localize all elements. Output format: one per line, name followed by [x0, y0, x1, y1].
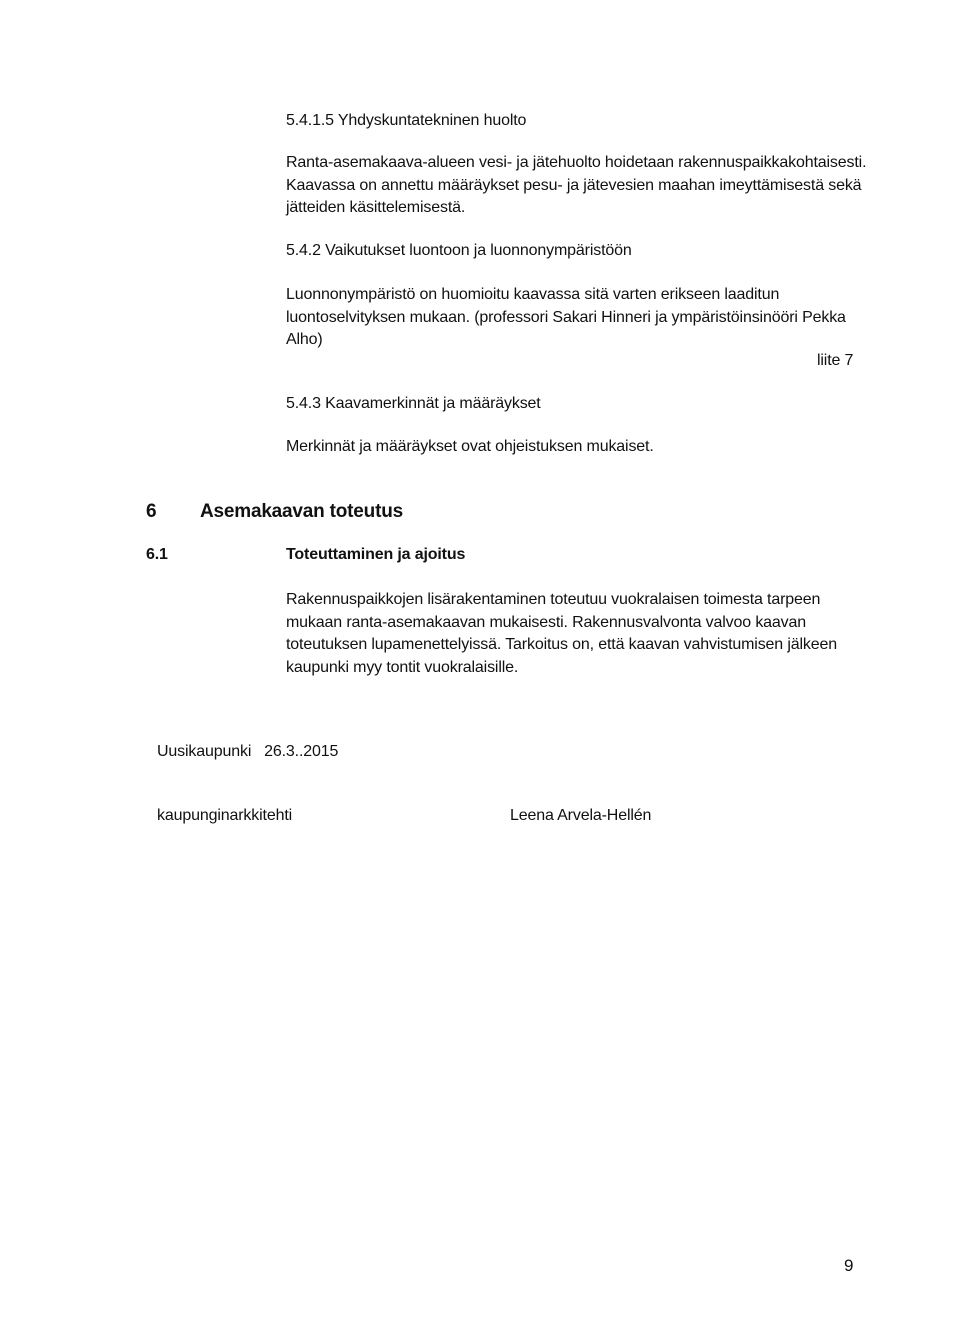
section-heading-5-4-1-5: 5.4.1.5 Yhdyskuntatekninen huolto — [286, 112, 527, 129]
signature-place-date: Uusikaupunki 26.3..2015 — [157, 743, 339, 760]
page-number: 9 — [844, 1256, 854, 1275]
paragraph-yhdyskuntatekninen-huolto — [286, 152, 867, 220]
paragraph-line: luontoselvityksen mukaan. (professori Sakari Hinneri ja ympäristöinsinööri Pekka — [286, 308, 846, 326]
paragraph-line: Alho) — [286, 331, 323, 348]
paragraph-line: Kaavassa on annettu määräykset pesu- ja jätevesien maahan imeyttämisestä sekä — [286, 176, 862, 194]
paragraph-line: Luonnonympäristö on huomioitu kaavassa sitä varten erikseen laaditun — [286, 286, 780, 303]
paragraph-luonnonymparisto — [286, 284, 846, 352]
section-title-6-1: Toteuttaminen ja ajoitus — [286, 546, 466, 563]
chapter-title: Asemakaavan toteutus — [200, 501, 403, 522]
paragraph-line: Ranta-asemakaava-alueen vesi- ja jätehuolto hoidetaan rakennuspaikkakohtaisesti. — [286, 154, 867, 171]
attachment-reference: liite 7 — [817, 352, 854, 369]
section-heading-5-4-3: 5.4.3 Kaavamerkinnät ja määräykset — [286, 395, 541, 412]
paragraph-merkinnat: Merkinnät ja määräykset ovat ohjeistuksen mukaiset. — [286, 438, 654, 455]
paragraph-toteuttaminen — [286, 589, 846, 679]
paragraph-line: mukaan ranta-asemakaavan mukaisesti. Rakennusvalvonta valvoo kaavan — [286, 613, 807, 631]
section-heading-5-4-2: 5.4.2 Vaikutukset luontoon ja luonnonympäristöön — [286, 242, 632, 259]
signature-name: Leena Arvela-Hellén — [510, 807, 652, 824]
section-number-6-1: 6.1 — [146, 546, 168, 563]
paragraph-line: jätteiden käsittelemisestä. — [286, 199, 466, 216]
signature-role: kaupunginarkkitehti — [157, 807, 293, 824]
chapter-number: 6 — [146, 501, 157, 522]
paragraph-line: toteutuksen lupamenettelyissä. Tarkoitus on, että kaavan vahvistumisen jälkeen — [286, 636, 837, 653]
paragraph-line: kaupunki myy tontit vuokralaisille. — [286, 658, 519, 676]
paragraph-line: Rakennuspaikkojen lisärakentaminen toteutuu vuokralaisen toimesta tarpeen — [286, 591, 821, 608]
